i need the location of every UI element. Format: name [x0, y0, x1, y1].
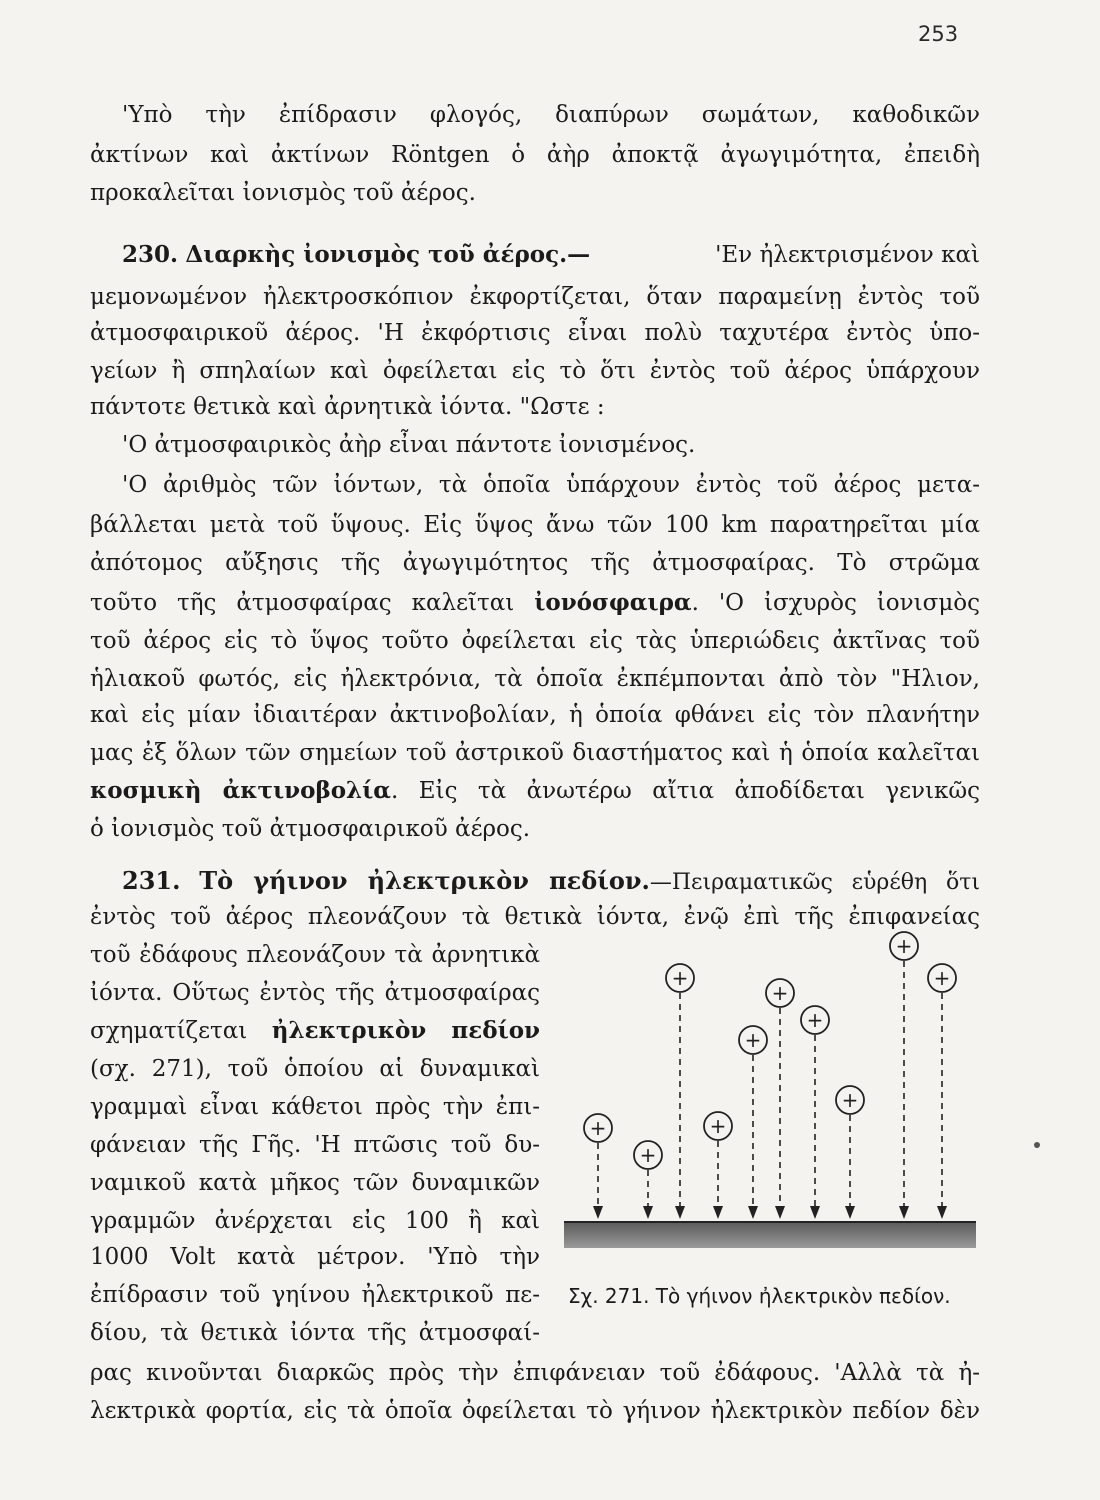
- field-arrow: [713, 1206, 723, 1219]
- figure-caption: Σχ. 271. Τὸ γήινον ἠλεκτρικὸν πεδίον.: [568, 1284, 951, 1308]
- section-230-line-11: τοῦ ἀέρος εἰς τὸ ὕψος τοῦτο ὀφείλεται εἰς τὰς ὑπεριώδεις ἀκτῖνας τοῦ: [90, 628, 980, 654]
- section-230-line-8: βάλλεται μετὰ τοῦ ὕψους. Εἰς ὕψος ἄνω τῶν 100 km παρατηρεῖται μία: [90, 512, 980, 538]
- ion-plus-sign: +: [709, 1114, 727, 1138]
- section-230-title: Διαρκὴς ἰονισμὸς τοῦ ἀέρος.—: [185, 241, 591, 268]
- positive-ion: [739, 1026, 767, 1219]
- intro-line-2: ἀκτίνων καὶ ἀκτίνων Röntgen ὁ ἀὴρ ἀποκτᾷ ἀγωγιμότητα, ἐπειδὴ: [90, 142, 980, 168]
- section-230-line-12: ἡλιακοῦ φωτός, εἰς ἠλεκτρόνια, τὰ ὁποῖα ἐκπέμπονται ἀπὸ τὸν "Ηλιον,: [90, 666, 980, 692]
- section-230-line-13: καὶ εἰς μίαν ἰδιαιτέραν ἀκτινοβολίαν, ἡ ὁποία φθάνει εἰς τὸν πλανήτην: [90, 702, 980, 728]
- cosmic-post-text: . Εἰς τὰ ἀνωτέρω αἴτια ἀποδίδεται γενικῶς: [391, 778, 980, 804]
- section-231-narrow-line-5: γραμμαὶ εἶναι κάθετοι πρὸς τὴν ἐπι-: [90, 1094, 540, 1120]
- positive-ion: [890, 932, 918, 1219]
- section-230-line-9: ἀπότομος αὔξησις τῆς ἀγωγιμότητος τῆς ἀτμοσφαίρας. Τὸ στρῶμα: [90, 550, 980, 576]
- figure-271: [560, 930, 980, 1310]
- intro-line-3: προκαλεῖται ἰονισμὸς τοῦ ἀέρος.: [90, 180, 476, 206]
- ion-plus-sign: +: [671, 966, 689, 990]
- ion-plus-sign: +: [771, 981, 789, 1005]
- section-230-line-2: μεμονωμένον ἠλεκτροσκόπιον ἐκφορτίζεται, ὅταν παραμείνῃ ἐντὸς τοῦ: [90, 284, 980, 310]
- section-230-statement: 'Ο ἀτμοσφαιρικὸς ἀὴρ εἶναι πάντοτε ἰονισμένος.: [122, 432, 696, 458]
- field-arrow: [675, 1206, 685, 1219]
- ion-plus-sign: +: [589, 1116, 607, 1140]
- ion-plus-sign: +: [806, 1008, 824, 1032]
- section-231-narrow-line-8: γραμμῶν ἀνέρχεται εἰς 100 ἢ καὶ: [90, 1208, 540, 1234]
- positive-ion: [704, 1112, 732, 1219]
- ionosphere-pre-text: τοῦτο τῆς ἀτμοσφαίρας καλεῖται: [90, 590, 535, 616]
- cosmic-radiation-term: κοσμικὴ ἀκτινοβολία: [90, 777, 392, 804]
- electric-field-term: ἠλεκτρικὸν πεδίον: [271, 1017, 540, 1044]
- earth-electric-field-diagram: [560, 930, 980, 1270]
- section-231-narrow-line-1: τοῦ ἐδάφους πλεονάζουν τὰ ἀρνητικὰ: [90, 942, 540, 968]
- field-arrow: [593, 1206, 603, 1219]
- section-231-final-line-1: ρας κινοῦνται διαρκῶς πρὸς τὴν ἐπιφάνειαν τοῦ ἐδάφους. 'Αλλὰ τὰ ἠ-: [90, 1360, 980, 1386]
- section-230-heading-line: [122, 240, 980, 270]
- section-231-title: Τὸ γήινον ἠλεκτρικὸν πεδίον.: [199, 866, 650, 895]
- section-231-narrow-line-7: ναμικοῦ κατὰ μῆκος τῶν δυναμικῶν: [90, 1170, 540, 1196]
- section-230-last-line: ὁ ἰονισμὸς τοῦ ἀτμοσφαιρικοῦ ἀέρος.: [90, 816, 531, 842]
- ion-plus-sign: +: [933, 966, 951, 990]
- positive-ion: [928, 964, 956, 1219]
- section-230-line-4: γείων ἢ σπηλαίων καὶ ὀφείλεται εἰς τὸ ὅτι ἐντὸς τοῦ ἀέρος ὑπάρχουν: [90, 358, 980, 384]
- section-230-line-14: μας ἐξ ὅλων τῶν σημείων τοῦ ἀστρικοῦ διαστήματος καὶ ἡ ὁποία καλεῖται: [90, 740, 980, 766]
- ionosphere-post-text: . 'Ο ἰσχυρὸς ἰονισμὸς: [691, 590, 980, 616]
- section-230-line-1: 'Εν ἠλεκτρισμένον καὶ: [715, 242, 980, 268]
- positive-ion: [766, 979, 794, 1219]
- section-231-number: 231.: [122, 866, 181, 895]
- section-231-title-rest: —Πειραματικῶς εὑρέθη ὅτι: [649, 870, 980, 895]
- section-230-line-7: 'Ο ἀριθμὸς τῶν ἰόντων, τὰ ὁποῖα ὑπάρχουν ἐντὸς τοῦ ἀέρος μετα-: [122, 472, 980, 498]
- ionosphere-term: ἰονόσφαιρα: [534, 589, 692, 616]
- field-arrow: [775, 1206, 785, 1219]
- field-arrow: [937, 1206, 947, 1219]
- section-231-field-line: [90, 1016, 540, 1046]
- field-arrow: [899, 1206, 909, 1219]
- field-arrow: [845, 1206, 855, 1219]
- page-number: 253: [918, 22, 959, 46]
- section-231-final-line-2: λεκτρικὰ φορτία, εἰς τὰ ὁποῖα ὀφείλεται τὸ γήινον ἠλεκτρικὸν πεδίον δὲν: [90, 1398, 980, 1424]
- ion-plus-sign: +: [841, 1088, 859, 1112]
- section-230-cosmic-line: [90, 776, 980, 806]
- positive-ion: [836, 1086, 864, 1219]
- section-231-heading-line: [122, 866, 980, 898]
- field-arrow: [810, 1206, 820, 1219]
- ion-plus-sign: +: [895, 934, 913, 958]
- field-arrow: [748, 1206, 758, 1219]
- section-230-line-3: ἀτμοσφαιρικοῦ ἀέρος. 'Η ἐκφόρτισις εἶναι πολὺ ταχυτέρα ἐντὸς ὑπο-: [90, 320, 980, 346]
- section-230-line-5: πάντοτε θετικὰ καὶ ἀρνητικὰ ἰόντα. "Ωστε :: [90, 394, 605, 420]
- section-231-narrow-line-4: (σχ. 271), τοῦ ὁποίου αἱ δυναμικαὶ: [90, 1056, 540, 1082]
- section-230-number: 230.: [122, 241, 179, 268]
- intro-line-1: 'Υπὸ τὴν ἐπίδρασιν φλογός, διαπύρων σωμάτων, καθοδικῶν: [122, 102, 980, 128]
- section-231-narrow-line-11: δίου, τὰ θετικὰ ἰόντα τῆς ἀτμοσφαί-: [90, 1320, 540, 1346]
- section-231-narrow-line-10: ἐπίδρασιν τοῦ γηίνου ἠλεκτρικοῦ πε-: [90, 1282, 540, 1308]
- section-231-narrow-line-2: ἰόντα. Οὕτως ἐντὸς τῆς ἀτμοσφαίρας: [90, 980, 540, 1006]
- positive-ion: [584, 1114, 612, 1219]
- ground-surface: [564, 1222, 976, 1248]
- field-pre-text: σχηματίζεται: [90, 1018, 272, 1044]
- section-231-narrow-line-6: φάνειαν τῆς Γῆς. 'Η πτῶσις τοῦ δυ-: [90, 1132, 540, 1158]
- print-speck: [1034, 1142, 1040, 1148]
- positive-ion: [801, 1006, 829, 1219]
- section-231-line-2: ἐντὸς τοῦ ἀέρος πλεονάζουν τὰ θετικὰ ἰόντα, ἐνῷ ἐπὶ τῆς ἐπιφανείας: [90, 904, 980, 930]
- field-arrow: [643, 1206, 653, 1219]
- ion-plus-sign: +: [744, 1028, 762, 1052]
- positive-ion: [634, 1141, 662, 1219]
- section-230-ionosphere-line: [90, 588, 980, 618]
- ion-plus-sign: +: [639, 1143, 657, 1167]
- section-231-narrow-line-9: 1000 Volt κατὰ μέτρον. 'Υπὸ τὴν: [90, 1244, 540, 1270]
- positive-ion: [666, 964, 694, 1219]
